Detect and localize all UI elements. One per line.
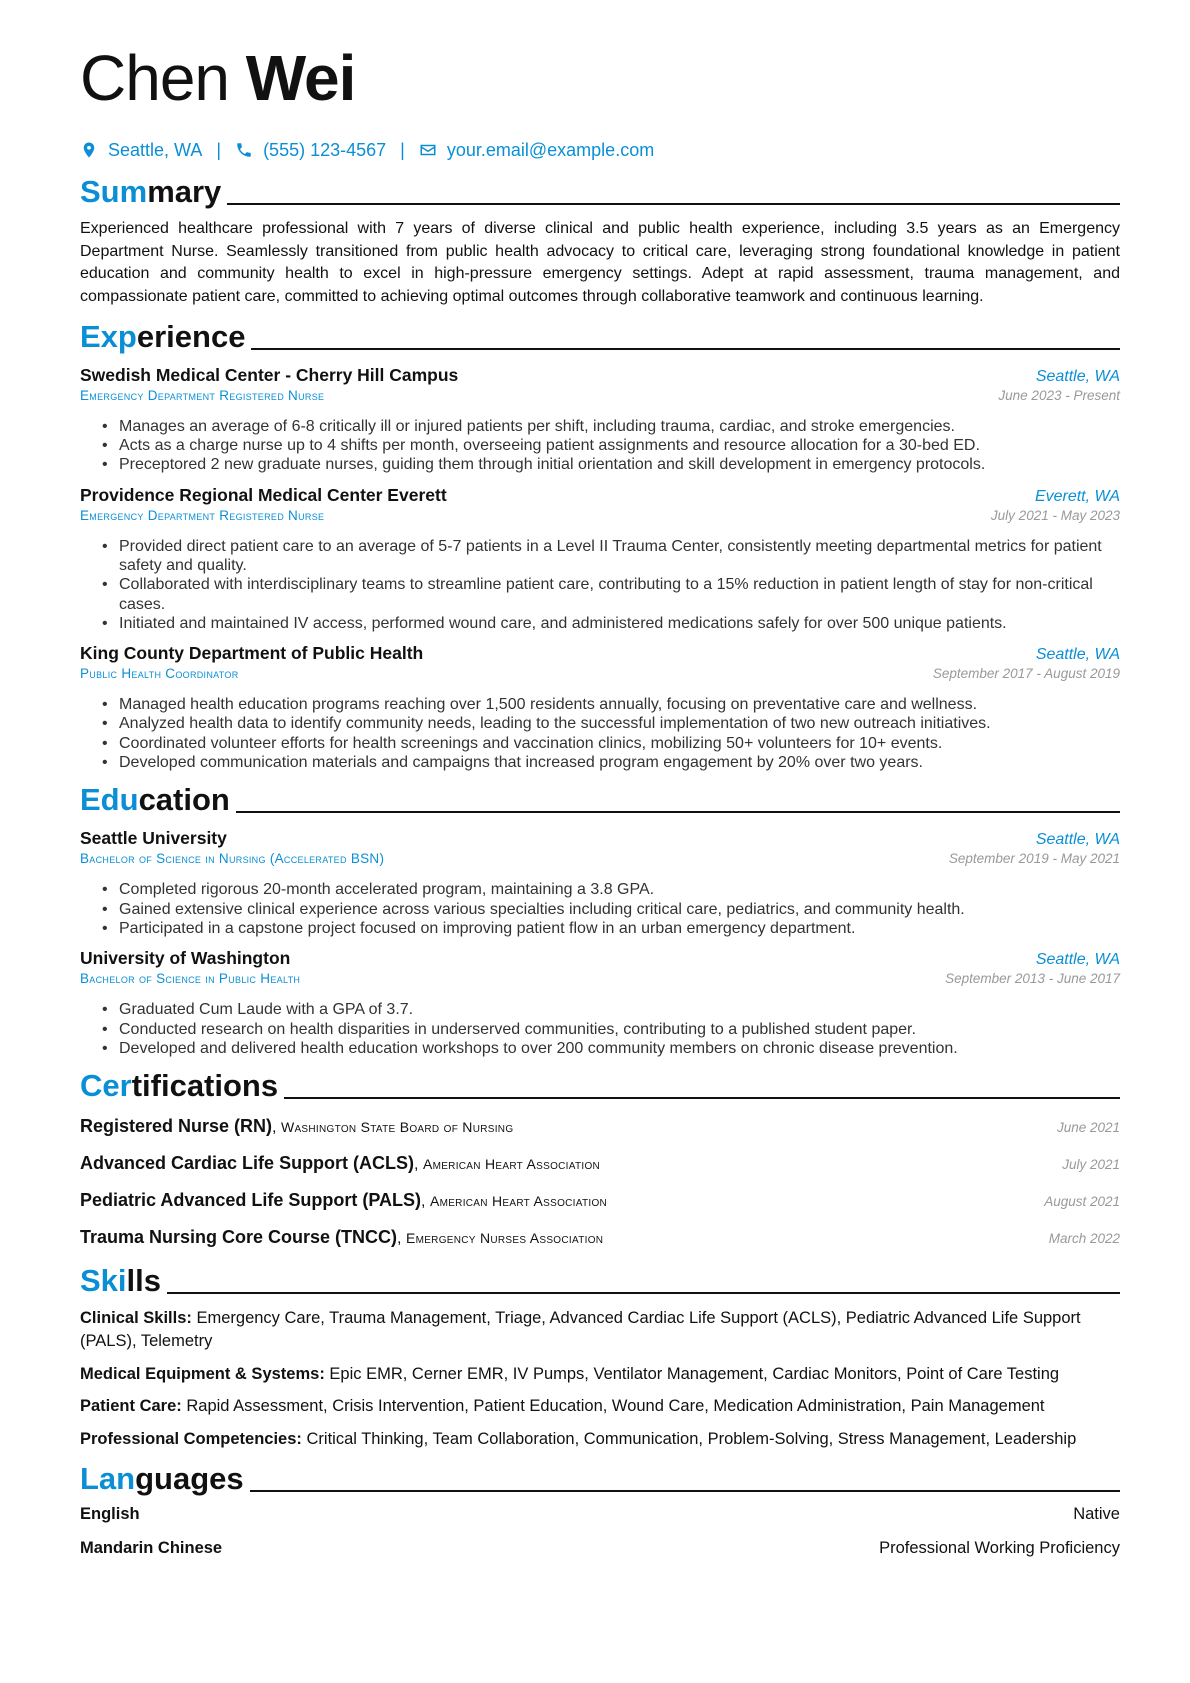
entry-role: Emergency Department Registered Nurse xyxy=(80,387,325,403)
entry-role: Public Health Coordinator xyxy=(80,666,239,682)
entry-bullets xyxy=(80,417,1120,475)
certification-row xyxy=(80,1190,1120,1216)
language-row xyxy=(80,1505,1120,1529)
bullet-item: • Managed health education programs reaching over 1,500 residents annually, focusing on preventative care and wellness. xyxy=(102,695,1120,714)
contact-bar xyxy=(80,136,1120,164)
entry-role: Bachelor of Science in Public Health xyxy=(80,971,301,987)
section-rule xyxy=(250,1490,1120,1492)
bullet-item: • Developed and delivered health education workshops to over 200 community members on chronic disease prevention. xyxy=(102,1039,1120,1058)
section-rule xyxy=(167,1292,1120,1294)
entry-dates: July 2021 - May 2023 xyxy=(990,507,1120,523)
skill-row xyxy=(80,1395,1120,1418)
certification-comma: , xyxy=(421,1193,430,1211)
contact-email[interactable] xyxy=(419,140,654,161)
education-list xyxy=(80,828,1120,1058)
bullet-item: • Analyzed health data to identify community needs, leading to the successful implementation of two new outreach initiatives. xyxy=(102,714,1120,733)
entry-role: Bachelor of Science in Nursing (Accelerated BSN) xyxy=(80,851,385,867)
experience-entry xyxy=(80,365,1120,475)
education-entry xyxy=(80,828,1120,938)
languages-heading xyxy=(80,1457,1120,1497)
first-name: Chen xyxy=(80,42,229,114)
skill-row xyxy=(80,1363,1120,1386)
envelope-icon xyxy=(419,141,437,159)
entry-organization: King County Department of Public Health xyxy=(80,643,424,664)
entry-organization: Providence Regional Medical Center Everett xyxy=(80,484,447,505)
bullet-item: • Participated in a capstone project focused on improving patient flow in an urban emergency department. xyxy=(102,919,1120,938)
section-title: Summary xyxy=(80,174,222,209)
certification-comma: , xyxy=(414,1156,423,1174)
entry-subheader xyxy=(80,851,1120,866)
section-title: Skills xyxy=(80,1263,161,1299)
bullet-item: • Coordinated volunteer efforts for health screenings and vaccination clinics, mobilizing 50+ volunteers for 10+ events. xyxy=(102,734,1120,753)
education-heading xyxy=(80,778,1120,818)
entry-bullets xyxy=(80,1000,1120,1058)
certification-name: Registered Nurse (RN) xyxy=(80,1116,273,1137)
certification-date: March 2022 xyxy=(1048,1231,1120,1247)
skill-values: Emergency Care, Trauma Management, Triage, Advanced Cardiac Life Support (ACLS), Pediatric Advanced Life Support (PALS), Telemetry xyxy=(80,1309,1081,1350)
summary-text: Experienced healthcare professional with 7 years of diverse clinical and public health experience, including 3.5 years as an Emergency Department Nurse. Seamlessly transitioned from public health advocacy to critical care, leveraging strong foundational knowledge in patient education and community health to excel in high-pressure emergency settings. Adept at rapid assessment, trauma management, and compassionate patient care, committed to achieving optimal outcomes through collaborative teamwork and continuous learning. xyxy=(80,220,1120,306)
experience-entry xyxy=(80,643,1120,772)
entry-dates: June 2023 - Present xyxy=(998,387,1120,403)
skill-category: Patient Care: xyxy=(80,1397,182,1416)
map-marker-icon xyxy=(80,141,98,159)
entry-bullets xyxy=(80,537,1120,633)
entry-header xyxy=(80,365,1120,386)
bullet-item: • Manages an average of 6-8 critically ill or injured patients per shift, including trauma, cardiac, and stroke emergencies. xyxy=(102,417,1120,436)
phone-text: (555) 123-4567 xyxy=(263,139,387,160)
section-rule xyxy=(284,1097,1120,1099)
section-rule xyxy=(227,203,1120,205)
skill-row xyxy=(80,1428,1120,1451)
entry-dates: September 2017 - August 2019 xyxy=(932,666,1120,682)
entry-organization: University of Washington xyxy=(80,948,291,969)
contact-separator: | xyxy=(216,139,222,160)
certification-date: June 2021 xyxy=(1056,1120,1120,1136)
section-title: Education xyxy=(80,782,230,818)
language-name: English xyxy=(80,1504,140,1523)
entry-location: Seattle, WA xyxy=(1035,831,1120,849)
language-level: Native xyxy=(1073,1504,1120,1523)
bullet-item: • Preceptored 2 new graduate nurses, guiding them through initial orientation and skill development in emergency protocols. xyxy=(102,455,1120,474)
certification-name: Pediatric Advanced Life Support (PALS) xyxy=(80,1190,422,1211)
entry-dates: September 2013 - June 2017 xyxy=(945,971,1120,987)
entry-subheader xyxy=(80,971,1120,986)
certifications-heading xyxy=(80,1064,1120,1104)
entry-header xyxy=(80,485,1120,506)
skills-heading xyxy=(80,1259,1120,1299)
skill-category: Clinical Skills: xyxy=(80,1309,192,1328)
skills-list xyxy=(80,1307,1120,1451)
skill-values: Critical Thinking, Team Collaboration, Communication, Problem-Solving, Stress Management, Leadership xyxy=(306,1429,1077,1448)
contact-phone[interactable] xyxy=(235,140,386,161)
language-level: Professional Working Proficiency xyxy=(879,1538,1120,1557)
certification-row xyxy=(80,1116,1120,1142)
phone-icon xyxy=(235,141,253,159)
entry-location: Seattle, WA xyxy=(1035,951,1120,969)
experience-list xyxy=(80,365,1120,773)
certification-issuer: American Heart Association xyxy=(422,1156,601,1173)
entry-dates: September 2019 - May 2021 xyxy=(948,851,1120,867)
certification-name: Advanced Cardiac Life Support (ACLS) xyxy=(80,1153,415,1174)
bullet-item: • Gained extensive clinical experience across various specialties including critical care, pediatrics, and community health. xyxy=(102,900,1120,919)
certification-date: July 2021 xyxy=(1062,1157,1120,1173)
entry-subheader xyxy=(80,508,1120,523)
certification-title xyxy=(80,1227,603,1248)
entry-location: Seattle, WA xyxy=(1035,646,1120,664)
entry-subheader xyxy=(80,666,1120,681)
bullet-item: • Developed communication materials and campaigns that increased program engagement by 20% over two years. xyxy=(102,753,1120,772)
experience-entry xyxy=(80,485,1120,633)
experience-heading xyxy=(80,315,1120,355)
last-name: Wei xyxy=(245,42,356,114)
education-entry xyxy=(80,948,1120,1058)
certification-row xyxy=(80,1153,1120,1179)
certification-list xyxy=(80,1116,1120,1253)
entry-location: Seattle, WA xyxy=(1035,367,1120,385)
bullet-item: • Initiated and maintained IV access, performed wound care, and administered medications safely for over 500 unique patients. xyxy=(102,614,1120,633)
certification-title xyxy=(80,1190,607,1211)
skill-values: Epic EMR, Cerner EMR, IV Pumps, Ventilator Management, Cardiac Monitors, Point of Care Testing xyxy=(329,1364,1060,1383)
entry-bullets xyxy=(80,695,1120,772)
location-text: Seattle, WA xyxy=(108,139,203,160)
section-rule xyxy=(251,348,1120,350)
entry-role: Emergency Department Registered Nurse xyxy=(80,507,325,523)
candidate-name xyxy=(80,40,1120,116)
certification-issuer: American Heart Association xyxy=(429,1193,608,1210)
entry-subheader xyxy=(80,388,1120,403)
resume-page xyxy=(80,40,1120,1563)
entry-header xyxy=(80,948,1120,969)
bullet-item: • Acts as a charge nurse up to 4 shifts per month, overseeing patient assignments and resource allocation for a 30-bed ED. xyxy=(102,436,1120,455)
language-row xyxy=(80,1539,1120,1563)
certification-issuer: Emergency Nurses Association xyxy=(405,1230,604,1247)
section-title: Experience xyxy=(80,318,246,354)
entry-header xyxy=(80,643,1120,664)
section-title: Certifications xyxy=(80,1068,279,1104)
contact-location xyxy=(80,140,202,161)
skill-row xyxy=(80,1307,1120,1352)
contact-separator: | xyxy=(400,139,405,160)
certification-name: Trauma Nursing Core Course (TNCC) xyxy=(80,1227,398,1248)
certification-date: August 2021 xyxy=(1044,1194,1120,1210)
section-title: Languages xyxy=(80,1460,244,1496)
skill-category: Professional Competencies: xyxy=(80,1429,302,1448)
email-text: your.email@example.com xyxy=(446,139,655,160)
entry-organization: Seattle University xyxy=(80,828,227,849)
bullet-item: • Collaborated with interdisciplinary teams to streamline patient care, contributing to a 15% reduction in patient length of stay for non-critical cases. xyxy=(102,575,1120,614)
skill-values: Rapid Assessment, Crisis Intervention, Patient Education, Wound Care, Medication Administration, Pain Management xyxy=(186,1397,1045,1416)
certification-comma: , xyxy=(272,1119,281,1137)
certification-issuer: Washington State Board of Nursing xyxy=(280,1119,514,1136)
certification-comma: , xyxy=(397,1230,406,1248)
bullet-item: • Completed rigorous 20-month accelerated program, maintaining a 3.8 GPA. xyxy=(102,880,1120,899)
certification-title xyxy=(80,1153,600,1174)
entry-bullets xyxy=(80,880,1120,938)
entry-header xyxy=(80,828,1120,849)
language-list xyxy=(80,1505,1120,1563)
skill-category: Medical Equipment & Systems: xyxy=(80,1364,325,1383)
bullet-item: • Graduated Cum Laude with a GPA of 3.7. xyxy=(102,1000,1120,1019)
section-rule xyxy=(236,811,1120,813)
bullet-item: • Provided direct patient care to an average of 5-7 patients in a Level II Trauma Center, consistently meeting departmental metrics for patient safety and quality. xyxy=(102,537,1120,576)
entry-organization: Swedish Medical Center - Cherry Hill Campus xyxy=(80,364,459,385)
bullet-item: • Conducted research on health disparities in underserved communities, contributing to a published student paper. xyxy=(102,1020,1120,1039)
certification-row xyxy=(80,1227,1120,1253)
certification-title xyxy=(80,1116,513,1137)
language-name: Mandarin Chinese xyxy=(80,1538,223,1557)
summary-heading xyxy=(80,170,1120,210)
entry-location: Everett, WA xyxy=(1034,487,1120,505)
